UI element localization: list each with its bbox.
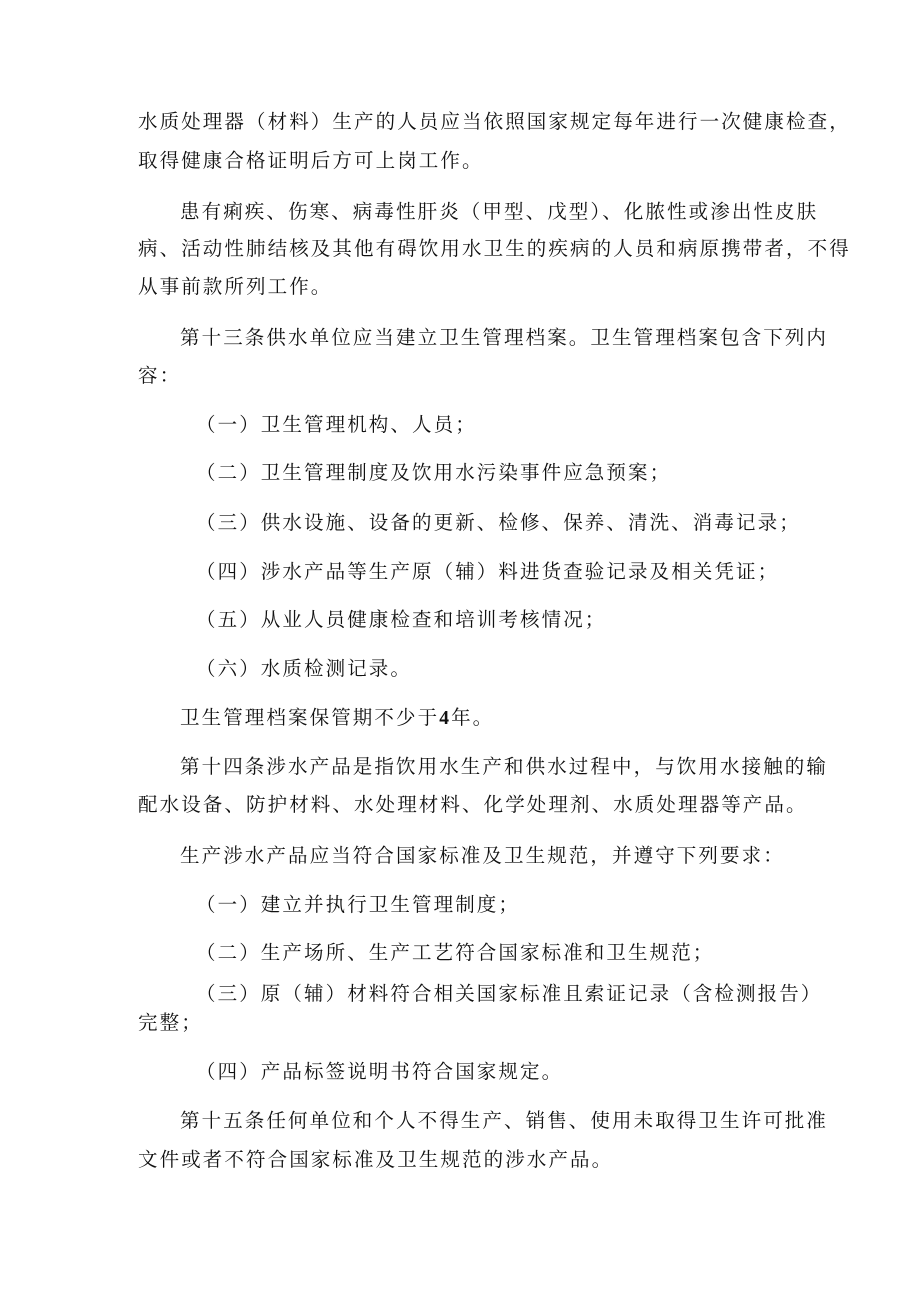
paragraph-line: 从事前款所列工作。 <box>138 275 333 298</box>
list-item: （一）建立并执行卫生管理制度； <box>196 893 521 916</box>
retention-text-suffix: 年。 <box>451 706 495 729</box>
paragraph-line: 水质处理器（材料）生产的人员应当依照国家规定每年进行一次健康检查， <box>138 110 851 133</box>
paragraph-line: 取得健康合格证明后方可上岗工作。 <box>138 149 484 172</box>
retention-period-line <box>180 706 494 731</box>
paragraph-line: 配水设备、防护材料、水处理材料、化学处理剂、水质处理器等产品。 <box>138 793 808 816</box>
list-item: （二）卫生管理制度及饮用水污染事件应急预案； <box>196 461 672 484</box>
list-item: （五）从业人员健康检查和培训考核情况； <box>196 608 607 631</box>
list-item: （一）卫生管理机构、人员； <box>196 413 477 436</box>
list-item: （六）水质检测记录。 <box>196 657 413 680</box>
paragraph-line: 病、活动性肺结核及其他有碍饮用水卫生的疾病的人员和病原携带者，不得 <box>138 237 851 260</box>
retention-text-prefix: 卫生管理档案保管期不少于 <box>180 706 440 729</box>
paragraph-line: 完整； <box>138 1011 203 1034</box>
list-item: （四）涉水产品等生产原（辅）料进货查验记录及相关凭证； <box>196 560 780 583</box>
list-item: （三）原（辅）材料符合相关国家标准且索证记录（含检测报告） <box>196 982 823 1005</box>
paragraph-line: 患有痢疾、伤寒、病毒性肝炎（甲型、戊型）、化脓性或渗出性皮肤 <box>180 200 819 223</box>
article-14-heading: 第十四条涉水产品是指饮用水生产和供水过程中，与饮用水接触的输 <box>180 755 829 778</box>
paragraph-line: 容： <box>138 364 182 387</box>
article-13-heading: 第十三条供水单位应当建立卫生管理档案。卫生管理档案包含下列内 <box>180 326 829 349</box>
paragraph-line: 文件或者不符合国家标准及卫生规范的涉水产品。 <box>138 1148 614 1171</box>
paragraph-line: 生产涉水产品应当符合国家标准及卫生规范，并遵守下列要求： <box>180 844 785 867</box>
list-item: （二）生产场所、生产工艺符合国家标准和卫生规范； <box>196 941 715 964</box>
article-15-heading: 第十五条任何单位和个人不得生产、销售、使用未取得卫生许可批准 <box>180 1109 829 1132</box>
retention-years: 4 <box>439 708 452 729</box>
list-item: （四）产品标签说明书符合国家规定。 <box>196 1060 564 1083</box>
list-item: （三）供水设施、设备的更新、检修、保养、清洗、消毒记录； <box>196 511 801 534</box>
